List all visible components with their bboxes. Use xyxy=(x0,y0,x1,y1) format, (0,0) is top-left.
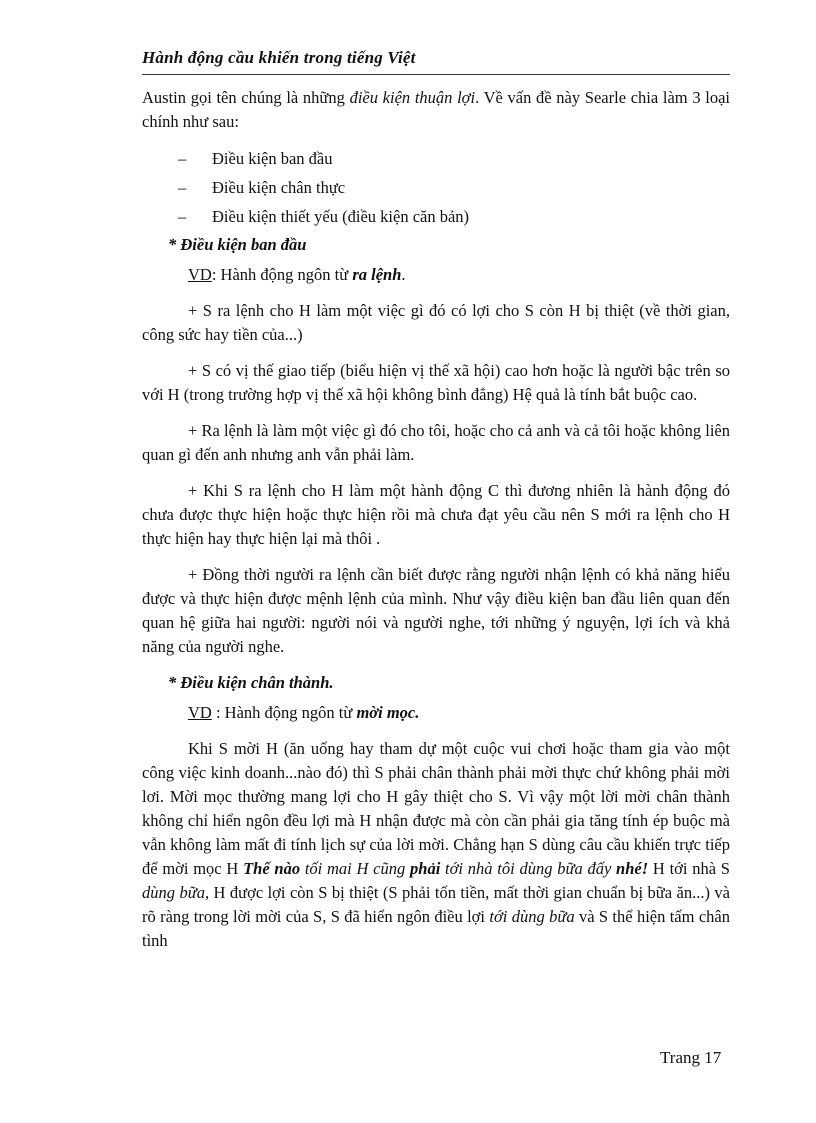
page-header-title: Hành động cầu khiến trong tiếng Việt xyxy=(142,48,416,67)
emphasis-italic: tối mai H cũng xyxy=(300,859,411,878)
emphasis-bold: nhé! xyxy=(616,859,649,878)
page-number: Trang 17 xyxy=(660,1048,722,1067)
section-heading-initial: * Điều kiện ban đầu xyxy=(168,235,307,254)
list-item-label: Điều kiện chân thực xyxy=(212,178,346,197)
emphasis-italic: tới nhà tôi dùng bữa đấy xyxy=(440,859,617,878)
dash-bullet: – xyxy=(178,207,187,226)
list-item xyxy=(142,202,730,231)
header-divider xyxy=(142,74,730,75)
paragraph: + Ra lệnh là làm một việc gì đó cho tôi, hoặc cho cả anh và cả tôi hoặc không liên quan gì đến anh nhưng anh vẫn phải làm. xyxy=(142,421,730,464)
list-item xyxy=(142,173,730,202)
paragraph-text: và S thể hiện tấm chân tình xyxy=(142,907,730,950)
page-body xyxy=(142,86,730,953)
example-label: VD xyxy=(188,265,212,284)
intro-paragraph xyxy=(142,86,730,134)
intro-text: Austin gọi tên chúng là những xyxy=(142,88,350,107)
intro-text-end: . Về vấn đề này Searle chia làm 3 loại chính như sau: xyxy=(142,88,731,131)
example-end: . xyxy=(401,265,406,284)
emphasis-italic: dùng bữa xyxy=(142,883,205,902)
list-item xyxy=(142,144,730,173)
paragraph-text: H tới nhà S xyxy=(648,859,730,878)
dash-bullet: – xyxy=(178,178,187,197)
example-line xyxy=(188,263,730,287)
example-text: : Hành động ngôn từ xyxy=(211,703,357,722)
condition-list xyxy=(142,144,730,231)
example-emphasis: ra lệnh xyxy=(352,265,402,284)
list-item-label: Điều kiện ban đầu xyxy=(212,149,333,168)
paragraph: + S có vị thế giao tiếp (biểu hiện vị thế xã hội) cao hơn hoặc là người bậc trên so với H (trong trường hợp vị thế xã hội không bình đẳng) Hệ quả là tính bắt buộc cao. xyxy=(142,361,730,404)
section-heading-sincere: * Điều kiện chân thành. xyxy=(168,673,334,692)
paragraph xyxy=(142,737,730,953)
paragraph-text: , H được lợi còn S bị thiệt (S phải tốn tiền, mất thời gian chuẩn bị bữa ăn...) và rõ ràng trong lời mời của S, S đã hiển ngôn điều lợi xyxy=(142,883,730,926)
example-emphasis: mời mọc. xyxy=(356,703,420,722)
paragraph: + Đồng thời người ra lệnh cần biết được rằng người nhận lệnh có khả năng hiểu được và thực hiện được mệnh lệnh của mình. Như vậy điều kiện ban đầu liên quan đến quan hệ giữa hai người: người nói và người nghe, tới những ý nguyện, lợi ích và khả năng của người nghe. xyxy=(142,565,730,656)
paragraph: + S ra lệnh cho H làm một việc gì đó có lợi cho S còn H bị thiệt (về thời gian, công sức hay tiền của...) xyxy=(142,301,730,344)
example-text: : Hành động ngôn từ xyxy=(211,265,353,284)
emphasis-italic: tới dùng bữa xyxy=(489,907,575,926)
paragraph: + Khi S ra lệnh cho H làm một hành động C thì đương nhiên là hành động đó chưa được thực hiện hoặc thực hiện rồi mà chưa đạt yêu cầu nên S mới ra lệnh cho H thực hiện hay thực hiện lại mà thôi . xyxy=(142,481,730,548)
dash-bullet: – xyxy=(178,149,187,168)
example-label: VD xyxy=(188,703,212,722)
emphasis-bold: phải xyxy=(410,859,441,878)
example-line xyxy=(188,701,730,725)
intro-italic: điều kiện thuận lợi xyxy=(349,88,476,107)
emphasis-bold: Thế nào xyxy=(243,859,301,878)
paragraph-text: Khi S mời H (ăn uống hay tham dự một cuộc vui chơi hoặc tham gia vào một công việc kinh doanh...nào đó) thì S phải chân thành phải mời thực chứ không phải mời lơi. Mời mọc thường mang lợi cho H gây thiệt cho S. Vì vậy một lời mời chân thành không chỉ hiển ngôn đều lợi mà H nhận được mà còn cần phải gia tăng tính ép buộc mà vẫn không làm mất đi tính lịch sự của lời mời. Chẳng hạn S dùng câu cầu khiến trực tiếp để mời mọc H xyxy=(142,739,730,878)
list-item-label: Điều kiện thiết yếu (điều kiện căn bản) xyxy=(212,207,470,226)
